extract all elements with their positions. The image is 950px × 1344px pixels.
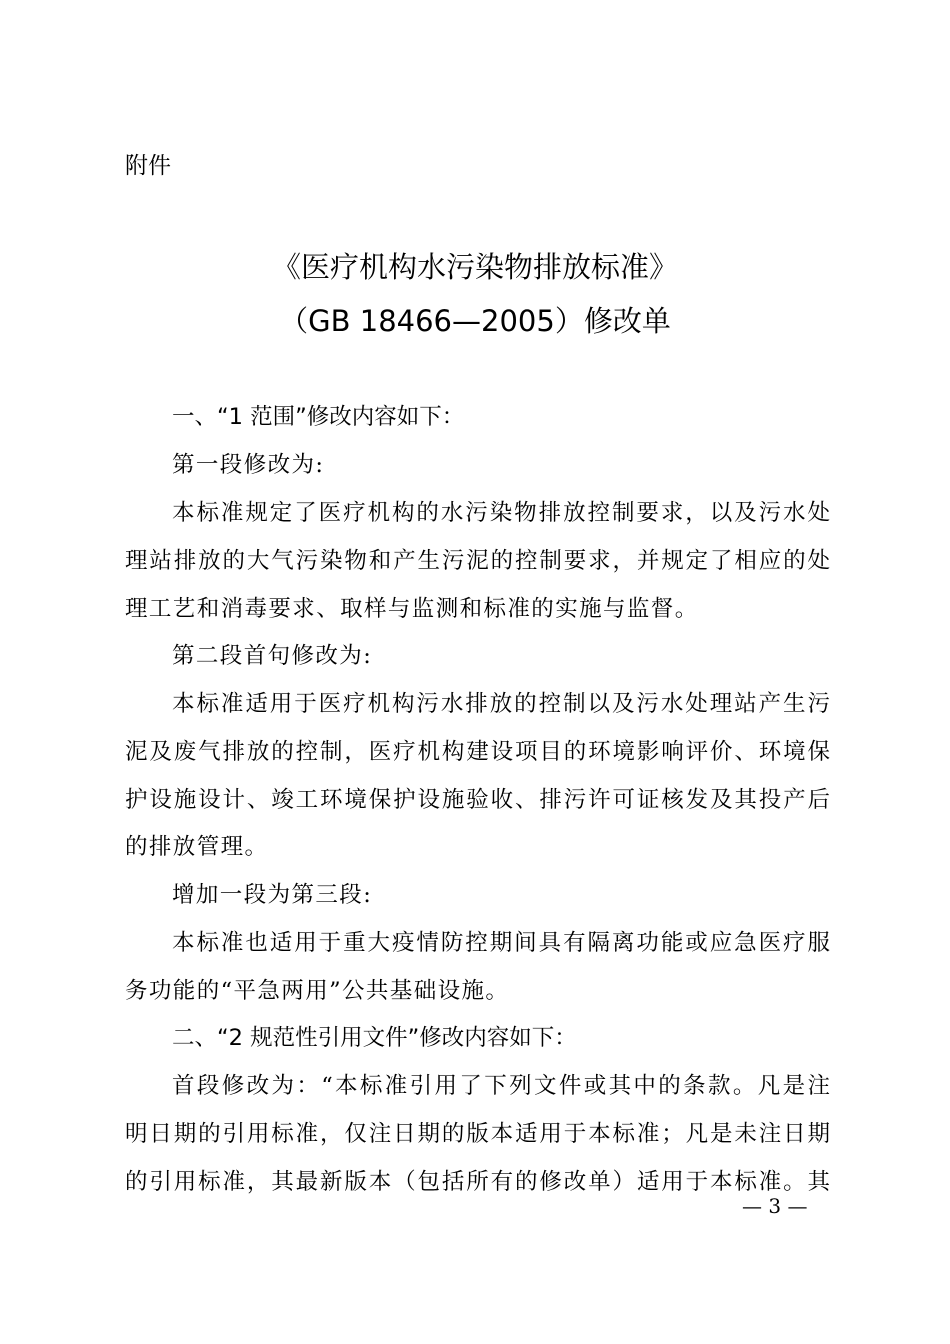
section-1-para-2-line: 的排放管理。 <box>125 834 269 860</box>
section-2-para-line: 的引用标准，其最新版本（包括所有的修改单）适用于本标准。其 <box>125 1169 830 1195</box>
section-1-heading: 一、“1 范围”修改内容如下： <box>172 404 465 430</box>
section-2-para-line: 明日期的引用标准，仅注日期的版本适用于本标准；凡是未注日期 <box>125 1121 830 1147</box>
document-title: 《医疗机构水污染物排放标准》 <box>271 250 678 284</box>
section-1-para-2-line: 泥及废气排放的控制，医疗机构建设项目的环境影响评价、环境保 <box>125 739 830 765</box>
section-1-para-3-label: 增加一段为第三段: <box>172 882 373 908</box>
section-1-para-1-label: 第一段修改为: <box>172 452 325 478</box>
section-1-para-1-line: 理工艺和消毒要求、取样与监测和标准的实施与监督。 <box>125 596 699 622</box>
document-subtitle: （GB 18466—2005）修改单 <box>279 304 671 338</box>
attachment-label: 附件 <box>125 153 171 179</box>
section-1-para-3-line: 务功能的“平急两用”公共基础设施。 <box>125 978 510 1004</box>
section-1-para-3-line: 本标准也适用于重大疫情防控期间具有隔离功能或应急医疗服 <box>172 930 830 956</box>
section-2-para-line: 首段修改为：“本标准引用了下列文件或其中的条款。凡是注 <box>172 1073 830 1099</box>
section-2-heading: 二、“2 规范性引用文件”修改内容如下： <box>172 1025 577 1051</box>
section-1-para-2-label: 第二段首句修改为: <box>172 643 373 669</box>
section-1-para-1-line: 理站排放的大气污染物和产生污泥的控制要求，并规定了相应的处 <box>125 548 830 574</box>
section-1-para-1-line: 本标准规定了医疗机构的水污染物排放控制要求，以及污水处 <box>172 500 830 526</box>
section-1-para-2-line: 本标准适用于医疗机构污水排放的控制以及污水处理站产生污 <box>172 691 830 717</box>
page-number: — 3 — <box>742 1194 808 1218</box>
section-1-para-2-line: 护设施设计、竣工环境保护设施验收、排污许可证核发及其投产后 <box>125 787 830 813</box>
